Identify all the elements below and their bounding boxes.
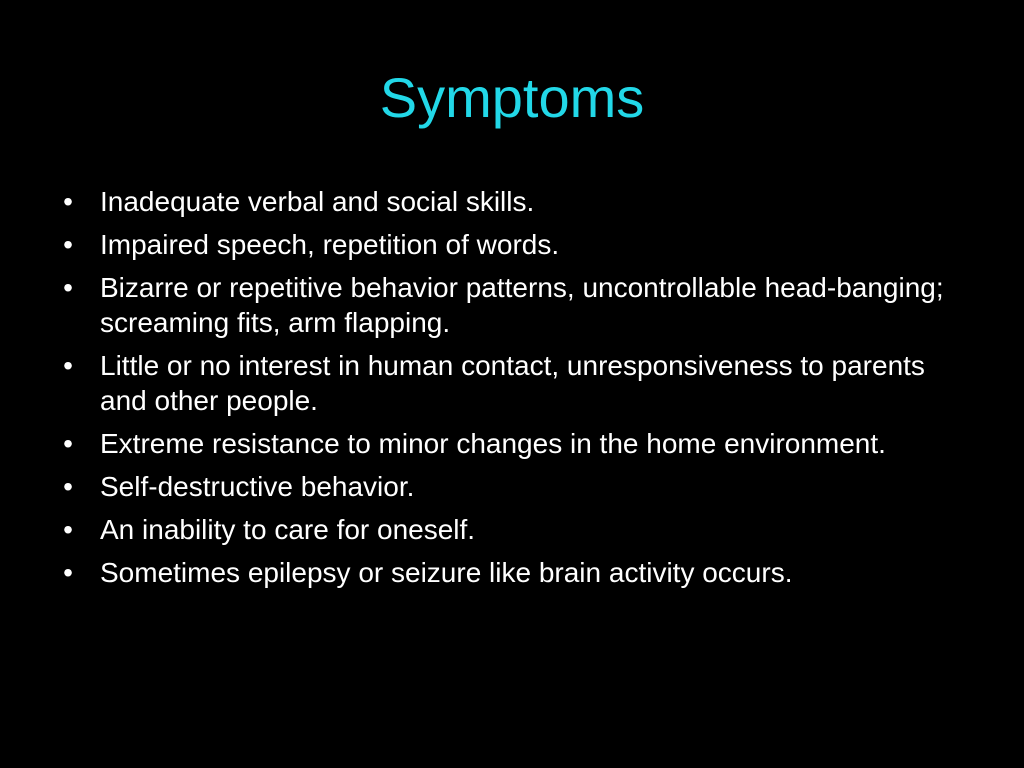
bullet-text: Self-destructive behavior. xyxy=(100,471,415,502)
bullet-item xyxy=(58,426,978,461)
bullet-text: Sometimes epilepsy or seizure like brain activity occurs. xyxy=(100,557,793,588)
bullet-text: Little or no interest in human contact, unresponsiveness to parents and other people. xyxy=(100,350,925,416)
slide-title: Symptoms xyxy=(379,66,645,129)
bullet-dot-icon: • xyxy=(63,350,73,381)
bullet-item xyxy=(58,270,978,340)
bullet-list xyxy=(58,184,978,598)
bullet-text: An inability to care for oneself. xyxy=(100,514,476,545)
bullet-text: Inadequate verbal and social skills. xyxy=(100,186,535,217)
bullet-dot-icon: • xyxy=(63,557,73,588)
bullet-item xyxy=(58,184,978,219)
bullet-dot-icon: • xyxy=(63,471,73,502)
bullet-item xyxy=(58,512,978,547)
bullet-dot-icon: • xyxy=(63,229,73,260)
bullet-dot-icon: • xyxy=(63,272,73,303)
bullet-dot-icon: • xyxy=(63,428,73,459)
bullet-item xyxy=(58,555,978,590)
bullet-item xyxy=(58,227,978,262)
bullet-dot-icon: • xyxy=(63,514,73,545)
bullet-item xyxy=(58,469,978,504)
bullet-dot-icon: • xyxy=(63,186,73,217)
bullet-text: Bizarre or repetitive behavior patterns, uncontrollable head-banging; screaming fits, arm flapping. xyxy=(100,272,944,338)
bullet-text: Extreme resistance to minor changes in the home environment. xyxy=(100,428,886,459)
bullet-text: Impaired speech, repetition of words. xyxy=(100,229,560,260)
bullet-item xyxy=(58,348,978,418)
